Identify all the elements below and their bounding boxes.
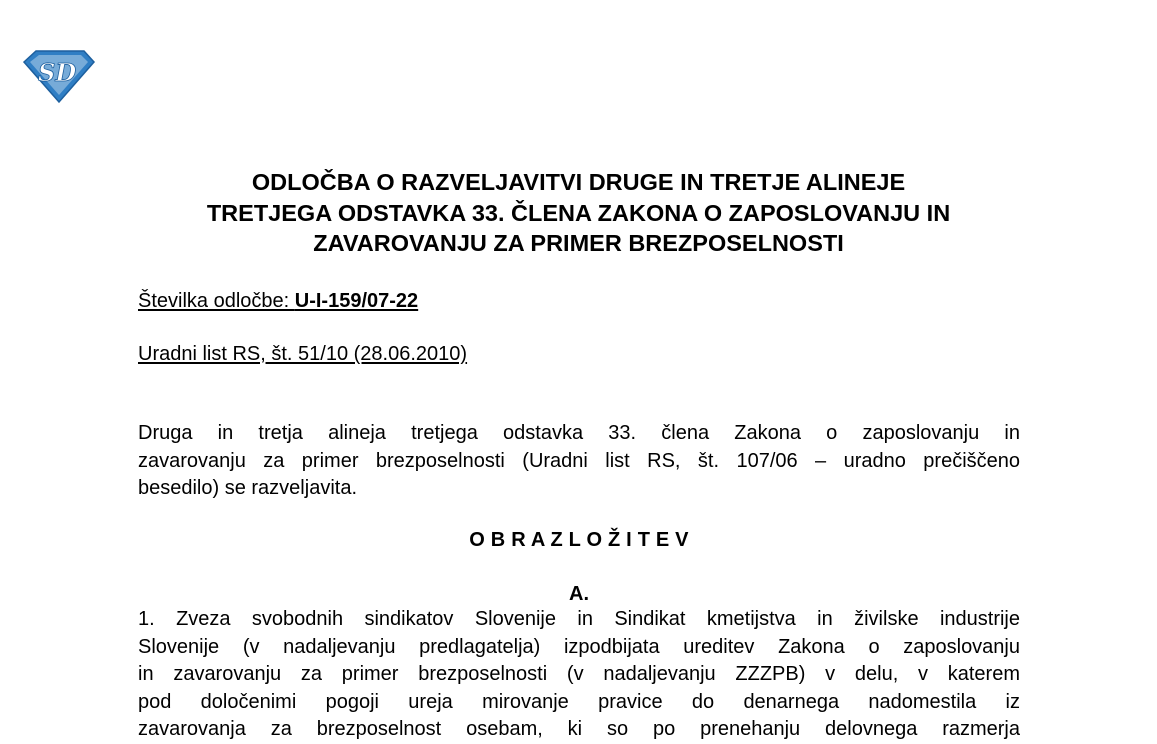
page-title xyxy=(130,167,1027,259)
section-a-heading: A. xyxy=(569,583,589,605)
title-line: TRETJEGA ODSTAVKA 33. ČLENA ZAKONA O ZAPOSLOVANJU IN xyxy=(206,199,951,226)
decision-number xyxy=(138,288,418,314)
paragraph-line: 1. Zveza svobodnih sindikatov Slovenije in Sindikat kmetijstva in živilske industrije xyxy=(138,608,1020,630)
gazette-reference: Uradni list RS, št. 51/10 (28.06.2010) xyxy=(138,343,468,365)
ruling-line: zavarovanju za primer brezposelnosti (Uradni list RS, št. 107/06 – uradno prečiščeno xyxy=(138,449,1020,472)
paragraph-line: pod določenimi pogoji ureja mirovanje pravice do denarnega nadomestila iz xyxy=(138,690,1020,713)
svg-text:SD: SD xyxy=(38,58,77,87)
ruling-line: besedilo) se razveljavita. xyxy=(138,477,357,499)
paragraph-line: zavarovanja za brezposelnost osebam, ki so po prenehanju delovnega razmerja xyxy=(138,718,1020,740)
ruling-paragraph xyxy=(138,420,1020,503)
reasoning-heading: O B R A Z L O Ž I T E V xyxy=(469,529,689,551)
decision-number-value: U-I-159/07-22 xyxy=(294,290,419,312)
ruling-line: Druga in tretja alineja tretjega odstavka 33. člena Zakona o zaposlovanju in xyxy=(138,422,1020,444)
paragraph-line: Slovenije (v nadaljevanju predlagatelja) izpodbijata ureditev Zakona o zaposlovanju xyxy=(138,635,1020,658)
paragraph-line: in zavarovanju za primer brezposelnosti (v nadaljevanju ZZZPB) v delu, v katerem xyxy=(138,663,1020,685)
title-line: ODLOČBA O RAZVELJAVITVI DRUGE IN TRETJE ALINEJE xyxy=(251,169,906,195)
paragraph-1 xyxy=(138,606,1020,744)
court-logo-icon xyxy=(22,48,96,104)
decision-number-label: Številka odločbe: xyxy=(138,290,295,312)
title-line: ZAVAROVANJU ZA PRIMER BREZPOSELNOSTI xyxy=(313,230,844,256)
